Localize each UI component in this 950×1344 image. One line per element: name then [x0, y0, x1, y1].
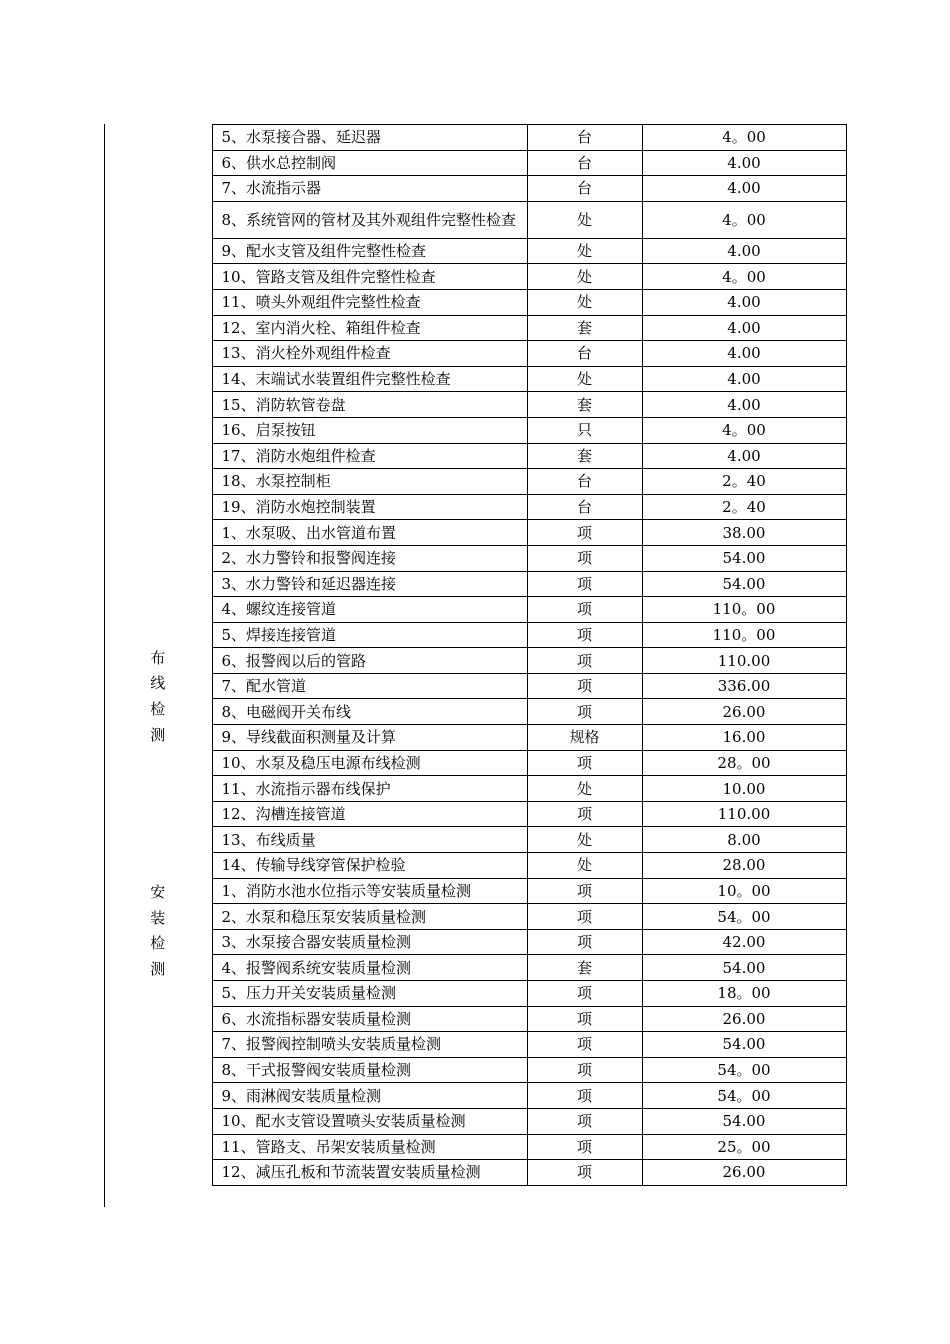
unit-cell: 项 [527, 801, 642, 827]
unit-cell: 项 [527, 1083, 642, 1109]
unit-cell: 处 [527, 238, 642, 264]
item-cell: 3、水泵接合器安装质量检测 [212, 929, 527, 955]
quantity-cell: 26.00 [642, 1160, 846, 1186]
unit-cell: 台 [527, 341, 642, 367]
item-cell: 4、报警阀系统安装质量检测 [212, 955, 527, 981]
category-label: 布线检测 [150, 648, 166, 744]
unit-cell: 台 [527, 150, 642, 176]
item-cell: 6、报警阀以后的管路 [212, 648, 527, 674]
quantity-cell: 336.00 [642, 673, 846, 699]
quantity-cell: 28.00 [642, 853, 846, 879]
table-row [104, 750, 846, 776]
table-row [104, 1006, 846, 1032]
quantity-cell: 54.00 [642, 1108, 846, 1134]
item-cell: 18、水泵控制柜 [212, 469, 527, 495]
unit-cell: 项 [527, 673, 642, 699]
quantity-cell: 4。00 [642, 125, 846, 151]
quantity-cell: 4。00 [642, 417, 846, 443]
quantity-cell: 18。00 [642, 981, 846, 1007]
table-row [104, 1032, 846, 1058]
item-cell: 6、水流指标器安装质量检测 [212, 1006, 527, 1032]
table-row [104, 1108, 846, 1134]
item-cell: 10、水泵及稳压电源布线检测 [212, 750, 527, 776]
item-cell: 16、启泵按钮 [212, 417, 527, 443]
table-row [104, 238, 846, 264]
quantity-cell: 110.00 [642, 648, 846, 674]
unit-cell: 项 [527, 1032, 642, 1058]
quantity-cell: 2。40 [642, 469, 846, 495]
unit-cell: 项 [527, 1006, 642, 1032]
item-cell: 14、传输导线穿管保护检验 [212, 853, 527, 879]
quantity-cell: 54.00 [642, 955, 846, 981]
item-cell: 1、消防水池水位指示等安装质量检测 [212, 878, 527, 904]
unit-cell: 项 [527, 981, 642, 1007]
item-cell: 19、消防水炮控制装置 [212, 494, 527, 520]
table-row [104, 1160, 846, 1186]
item-cell: 5、水泵接合器、延迟器 [212, 125, 527, 151]
unit-cell: 项 [527, 929, 642, 955]
item-cell: 13、消火栓外观组件检查 [212, 341, 527, 367]
category-label: 安装检测 [150, 883, 166, 978]
table-row [104, 494, 846, 520]
unit-cell: 套 [527, 315, 642, 341]
unit-cell: 只 [527, 417, 642, 443]
unit-cell: 台 [527, 494, 642, 520]
quantity-cell: 26.00 [642, 699, 846, 725]
unit-cell: 套 [527, 955, 642, 981]
table-row [104, 392, 846, 418]
table-row [104, 341, 846, 367]
quantity-cell: 54.00 [642, 1032, 846, 1058]
unit-cell: 处 [527, 853, 642, 879]
table-row [104, 853, 846, 879]
unit-cell: 项 [527, 648, 642, 674]
table-row [104, 201, 846, 238]
item-cell: 3、水力警铃和延迟器连接 [212, 571, 527, 597]
item-cell: 1、水泵吸、出水管道布置 [212, 520, 527, 546]
category-cell [104, 878, 212, 1185]
quantity-cell: 4。00 [642, 201, 846, 238]
unit-cell: 项 [527, 597, 642, 623]
quantity-cell: 54.00 [642, 571, 846, 597]
unit-cell: 处 [527, 827, 642, 853]
quantity-cell: 4.00 [642, 150, 846, 176]
unit-cell: 项 [527, 622, 642, 648]
item-cell: 7、配水管道 [212, 673, 527, 699]
quantity-cell: 10。00 [642, 878, 846, 904]
inspection-items-table [104, 124, 847, 1186]
item-cell: 4、螺纹连接管道 [212, 597, 527, 623]
item-cell: 2、水力警铃和报警阀连接 [212, 545, 527, 571]
item-cell: 9、配水支管及组件完整性检查 [212, 238, 527, 264]
item-cell: 5、焊接连接管道 [212, 622, 527, 648]
quantity-cell: 38.00 [642, 520, 846, 546]
unit-cell: 项 [527, 1057, 642, 1083]
quantity-cell: 110.00 [642, 801, 846, 827]
item-cell: 10、配水支管设置喷头安装质量检测 [212, 1108, 527, 1134]
unit-cell: 台 [527, 125, 642, 151]
item-cell: 12、减压孔板和节流装置安装质量检测 [212, 1160, 527, 1186]
quantity-cell: 8.00 [642, 827, 846, 853]
table-row [104, 955, 846, 981]
table-row [104, 315, 846, 341]
quantity-cell: 54。00 [642, 1083, 846, 1109]
unit-cell: 套 [527, 443, 642, 469]
item-cell: 8、系统管网的管材及其外观组件完整性检查 [212, 201, 527, 238]
item-cell: 14、末端试水装置组件完整性检查 [212, 366, 527, 392]
table-row [104, 597, 846, 623]
unit-cell: 项 [527, 545, 642, 571]
table-row [104, 520, 846, 546]
item-cell: 17、消防水炮组件检查 [212, 443, 527, 469]
item-cell: 5、压力开关安装质量检测 [212, 981, 527, 1007]
table-row [104, 1083, 846, 1109]
item-cell: 15、消防软管卷盘 [212, 392, 527, 418]
table-row [104, 1057, 846, 1083]
quantity-cell: 4.00 [642, 315, 846, 341]
unit-cell: 处 [527, 264, 642, 290]
item-cell: 10、管路支管及组件完整性检查 [212, 264, 527, 290]
item-cell: 11、管路支、吊架安装质量检测 [212, 1134, 527, 1160]
table-row [104, 929, 846, 955]
category-cell [104, 520, 212, 878]
unit-cell: 项 [527, 1134, 642, 1160]
quantity-cell: 42.00 [642, 929, 846, 955]
unit-cell: 规格 [527, 725, 642, 751]
table-row [104, 366, 846, 392]
quantity-cell: 4.00 [642, 176, 846, 202]
item-cell: 12、室内消火栓、箱组件检查 [212, 315, 527, 341]
table-row [104, 264, 846, 290]
table-row [104, 125, 846, 151]
quantity-cell: 110。00 [642, 597, 846, 623]
quantity-cell: 110。00 [642, 622, 846, 648]
item-cell: 12、沟槽连接管道 [212, 801, 527, 827]
table-row [104, 1134, 846, 1160]
unit-cell: 项 [527, 1108, 642, 1134]
quantity-cell: 4.00 [642, 443, 846, 469]
unit-cell: 项 [527, 750, 642, 776]
item-cell: 7、报警阀控制喷头安装质量检测 [212, 1032, 527, 1058]
item-cell: 11、水流指示器布线保护 [212, 776, 527, 802]
quantity-cell: 4。00 [642, 264, 846, 290]
quantity-cell: 4.00 [642, 238, 846, 264]
table-row [104, 673, 846, 699]
table-row [104, 150, 846, 176]
item-cell: 9、导线截面积测量及计算 [212, 725, 527, 751]
table-row [104, 827, 846, 853]
table-row [104, 417, 846, 443]
quantity-cell: 26.00 [642, 1006, 846, 1032]
quantity-cell: 54。00 [642, 904, 846, 930]
table-row [104, 878, 846, 904]
table-row [104, 699, 846, 725]
unit-cell: 处 [527, 776, 642, 802]
table-row [104, 725, 846, 751]
unit-cell: 项 [527, 571, 642, 597]
unit-cell: 套 [527, 392, 642, 418]
unit-cell: 处 [527, 201, 642, 238]
item-cell: 8、电磁阀开关布线 [212, 699, 527, 725]
category-cell [104, 125, 212, 520]
quantity-cell: 4.00 [642, 392, 846, 418]
unit-cell: 处 [527, 289, 642, 315]
quantity-cell: 10.00 [642, 776, 846, 802]
quantity-cell: 4.00 [642, 366, 846, 392]
table-row [104, 981, 846, 1007]
table-row [104, 571, 846, 597]
table-row [104, 545, 846, 571]
table-row [104, 176, 846, 202]
item-cell: 6、供水总控制阀 [212, 150, 527, 176]
table-row [104, 776, 846, 802]
item-cell: 7、水流指示器 [212, 176, 527, 202]
quantity-cell: 2。40 [642, 494, 846, 520]
quantity-cell: 54。00 [642, 1057, 846, 1083]
quantity-cell: 4.00 [642, 289, 846, 315]
table-row [104, 443, 846, 469]
unit-cell: 台 [527, 176, 642, 202]
unit-cell: 处 [527, 366, 642, 392]
quantity-cell: 4.00 [642, 341, 846, 367]
table-row [104, 289, 846, 315]
quantity-cell: 25。00 [642, 1134, 846, 1160]
table-row [104, 904, 846, 930]
unit-cell: 项 [527, 1160, 642, 1186]
item-cell: 11、喷头外观组件完整性检查 [212, 289, 527, 315]
table-row [104, 622, 846, 648]
unit-cell: 项 [527, 520, 642, 546]
quantity-cell: 16.00 [642, 725, 846, 751]
table-row [104, 648, 846, 674]
table-row [104, 801, 846, 827]
table-row [104, 469, 846, 495]
unit-cell: 台 [527, 469, 642, 495]
item-cell: 13、布线质量 [212, 827, 527, 853]
quantity-cell: 54.00 [642, 545, 846, 571]
unit-cell: 项 [527, 878, 642, 904]
item-cell: 8、干式报警阀安装质量检测 [212, 1057, 527, 1083]
item-cell: 2、水泵和稳压泵安装质量检测 [212, 904, 527, 930]
quantity-cell: 28。00 [642, 750, 846, 776]
unit-cell: 项 [527, 904, 642, 930]
item-cell: 9、雨淋阀安装质量检测 [212, 1083, 527, 1109]
unit-cell: 项 [527, 699, 642, 725]
